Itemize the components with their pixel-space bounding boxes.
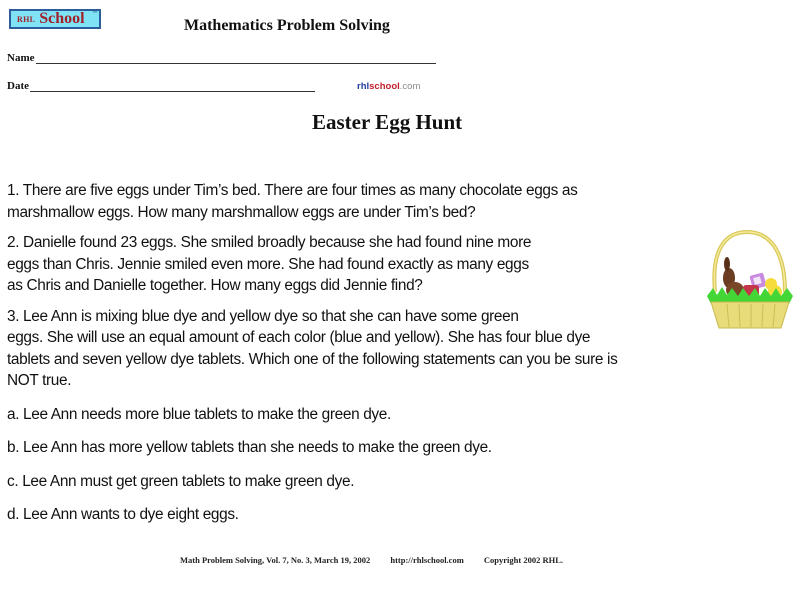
footer-url[interactable]: http://rhlschool.com (390, 555, 464, 565)
problem-3-line: NOT true. (7, 372, 72, 389)
name-blank-line[interactable] (36, 53, 436, 64)
problem-3-line: tablets and seven yellow dye tablets. Which one of the following statements can you be sure is (7, 350, 618, 368)
answer-option-a: a. Lee Ann needs more blue tablets to make the green dye. (7, 405, 391, 423)
footer-issue: Math Problem Solving, Vol. 7, No. 3, March 19, 2002 (180, 555, 371, 565)
footer-copyright: Copyright 2002 RHL. (483, 555, 564, 565)
problem-2-line: as Chris and Danielle together. How many eggs did Jennie find? (7, 277, 423, 294)
problem-2-line: eggs than Chris. Jennie smiled even more. She had found exactly as many eggs (7, 255, 529, 273)
answer-option-c: c. Lee Ann must get green tablets to make green dye. (7, 472, 355, 490)
problem-2 (7, 232, 797, 297)
trademark-mark: ™ (92, 11, 97, 16)
site-link[interactable] (357, 81, 420, 92)
problem-1-line: 1. There are five eggs under Tim’s bed. There are four times as many chocolate eggs as (7, 182, 578, 199)
problem-set (7, 180, 797, 538)
problem-3 (7, 306, 797, 392)
site-link-part-school: school (369, 81, 400, 92)
rhl-school-logo (9, 9, 101, 29)
problem-1 (7, 180, 797, 223)
problem-3-line: 3. Lee Ann is mixing blue dye and yellow dye so that she can have some green (7, 307, 519, 325)
problem-1-line: marshmallow eggs. How many marshmallow eggs are under Tim’s bed? (7, 203, 476, 221)
site-link-part-com: .com (399, 81, 421, 92)
problem-3-line: eggs. She will use an equal amount of each color (blue and yellow). She has four blue dye (7, 329, 591, 346)
site-link-part-rhl: rhl (357, 81, 370, 92)
page-footer (180, 555, 581, 565)
page-title: Easter Egg Hunt (312, 110, 463, 134)
logo-small-text: RHL (17, 14, 36, 24)
answer-option-b: b. Lee Ann has more yellow tablets than she needs to make the green dye. (7, 439, 492, 456)
worksheet-header-title: Mathematics Problem Solving (184, 17, 390, 34)
logo-large-text: School (39, 10, 85, 27)
answer-option-d: d. Lee Ann wants to dye eight eggs. (7, 506, 239, 523)
name-field[interactable] (7, 52, 436, 64)
date-label: Date (7, 80, 29, 92)
date-field[interactable] (7, 80, 315, 92)
date-blank-line[interactable] (30, 81, 315, 92)
problem-2-line: 2. Danielle found 23 eggs. She smiled broadly because she had found nine more (7, 234, 532, 251)
name-label: Name (7, 52, 35, 64)
